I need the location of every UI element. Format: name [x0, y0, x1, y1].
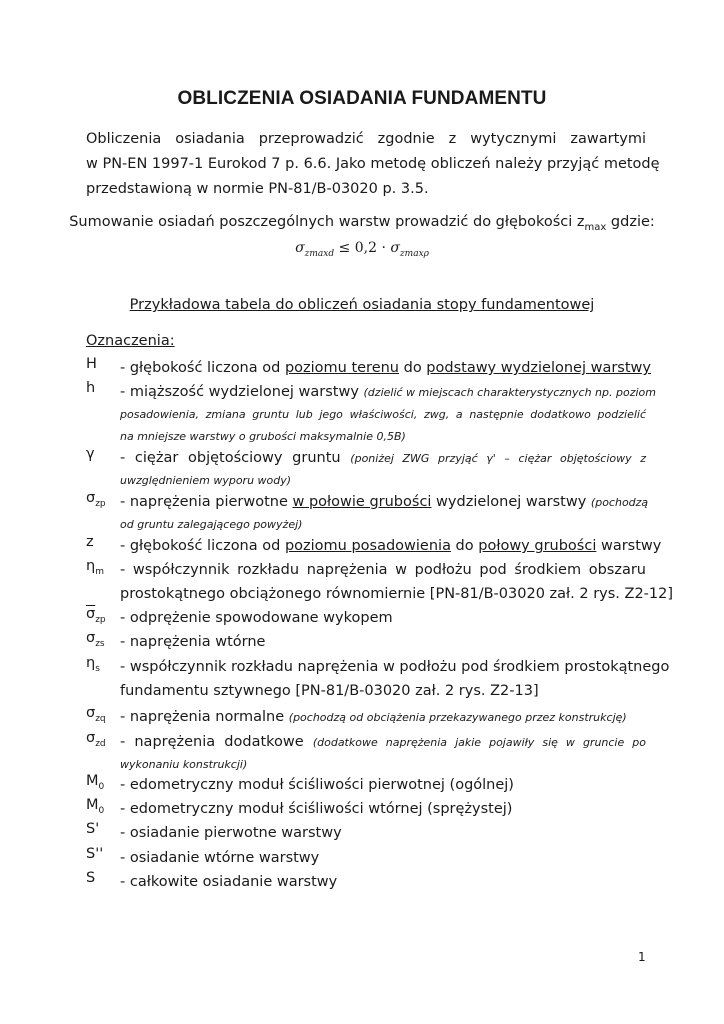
intro-paragraph: [86, 127, 660, 202]
legend-symbol: $M_0$: [86, 797, 105, 816]
legend-symbol: h: [86, 380, 96, 396]
legend-symbol: $\sigma_{zs}$: [86, 630, 105, 649]
legend-symbol: $\eta_s$: [86, 655, 100, 674]
legend-symbol: $\sigma_{zq}$: [86, 705, 106, 724]
intro-line-3: przedstawioną w normie PN-81/B-03020 p. 3.5.: [86, 181, 429, 197]
intro-line-2: w PN-EN 1997-1 Eurokod 7 p. 6.6. Jako metodę obliczeń należy przyjąć metodę: [86, 156, 660, 172]
settlement-depth-formula: $\sigma_{zmaxd} \le 0,2 \cdot \sigma_{zmax\rho}$: [295, 240, 429, 259]
intro-line-1: Obliczenia osiadania przeprowadzić zgodnie z wytycznymi zawartymi: [86, 131, 646, 147]
legend-symbol: $\eta_m$: [86, 558, 104, 577]
summation-text: Sumowanie osiadań poszczególnych warstw prowadzić do głębokości $z_{max}$ gdzie:: [69, 214, 655, 233]
legend-symbol: S': [86, 821, 100, 837]
legend-heading: Oznaczenia:: [86, 333, 175, 349]
legend-symbol: z: [86, 534, 94, 550]
legend-symbol: $\sigma_{zd}$: [86, 730, 106, 749]
page-number: 1: [638, 950, 646, 964]
page-title: OBLICZENIA OSIADANIA FUNDAMENTU: [177, 88, 547, 109]
section-title: Przykładowa tabela do obliczeń osiadania stopy fundamentowej: [129, 297, 595, 313]
legend-symbol: $\sigma_{zp}$: [86, 490, 106, 509]
document-page: OBLICZENIA OSIADANIA FUNDAMENTU Obliczenia osiadania przeprowadzić zgodnie z wytycznymi zawartymi w PN-EN 1997-1 Eurokod 7 p. 6.6. Jako metodę obliczeń należy przyjąć metodę przedstawioną w normie PN-81/B-03020 p. 3.5. Sumowanie osiadań poszczególnych warstw prowadzić do głębokości $z_{max}$ gdzie: $\sigma_{zmaxd} \le 0,2 \cdot \sigma_{zmax\rho}$ Przykładowa tabela do obliczeń osiadania stopy fundamentowej Oznaczenia: H - głębokość liczona od poziomu terenu do podstawy wydzielonej warstwy h - miąższość wydzielonej warstwy (dzielić w miejscach charakterystycznych np. poziom posadowienia, zmiana gruntu lub jego właściwości, zwg, a następnie dodatkowo podzielić na mniejsze warstwy o grubości maksymalnie 0,5B) γ - ciężar objętościowy gruntu (poniżej ZWG przyjąć γ' – ciężar objętościowy z uwzględnieniem wyporu wody) $\sigma_{zp}$ - naprężenia pierwotne w połowie grubości wydzielonej warstwy (pochodzą od gruntu zalegającego powyżej) z - głębokość liczona od poziomu posadowienia do połowy grubości warstwy $\eta_m$ - współczynnik rozkładu naprężenia w podłożu pod środkiem obszaru prostokątnego obciążonego równomiernie [PN-81/B-03020 zał. 2 rys. Z2-12] $\overline{\sigma}_{zp}$ - odprężenie spowodowane wykopem $\sigma_{zs}$ - naprężenia wtórne $\eta_s$ - współczynnik rozkładu naprężenia w podłożu pod środkiem prostokątnego fundamentu sztywnego [PN-81/B-03020 zał. 2 rys. Z2-13] $\sigma_{zq}$ - naprężenia normalne (pochodzą od obciążenia przekazywanego przez konstrukcję) $\sigma_{zd}$ - naprężenia dodatkowe (dodatkowe naprężenia jakie pojawiły się w gruncie po wykonaniu konstrukcji) $M_0$ - edometryczny moduł ściśliwości pierwotnej (ogólnej) $M_0$ - edometryczny moduł ściśliwości wtórnej (sprężystej) S' - osiadanie pierwotne warstwy S'' - osiadanie wtórne warstwy S - całkowite osiadanie warstwy 1: [0, 0, 724, 1024]
legend-symbol: $M_0$: [86, 773, 105, 792]
legend-symbol: $\overline{\sigma}_{zp}$: [86, 606, 106, 625]
legend-symbol: S: [86, 870, 96, 886]
legend-symbol: S'': [86, 846, 104, 862]
legend-symbol: H: [86, 356, 97, 372]
legend-symbol: γ: [86, 446, 95, 462]
